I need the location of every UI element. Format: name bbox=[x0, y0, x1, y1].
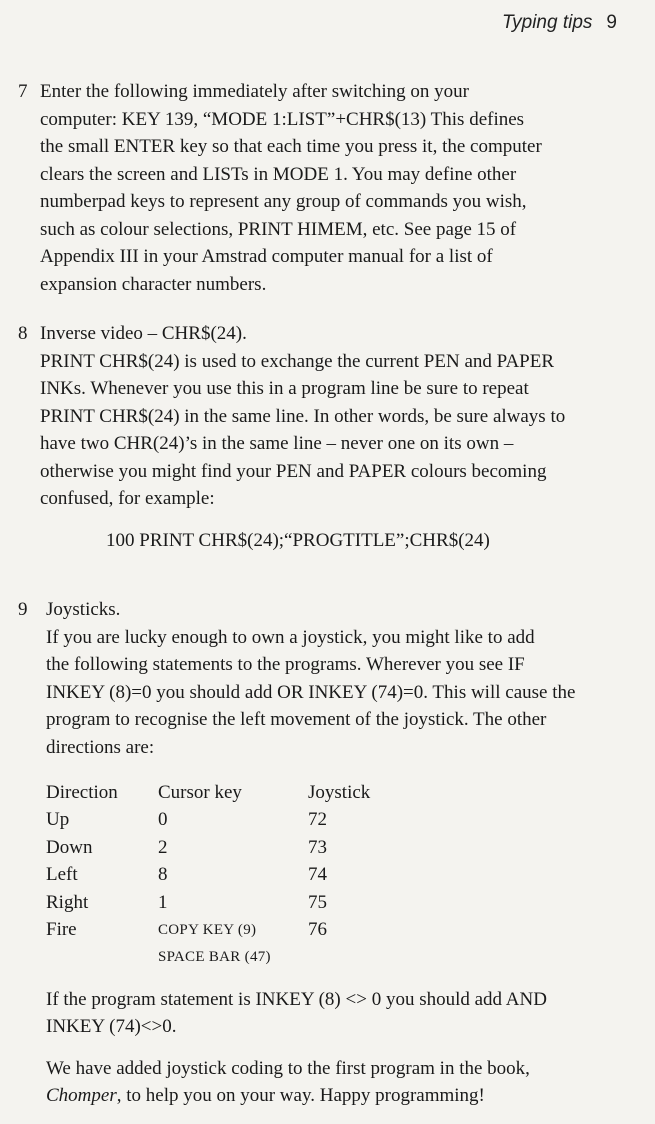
tip-9-line: directions are: bbox=[46, 736, 155, 758]
tip-7-line: such as colour selections, PRINT HIMEM, etc. See page 15 of bbox=[40, 218, 517, 240]
table-row bbox=[46, 807, 428, 835]
table-row bbox=[46, 834, 428, 862]
tip-7-line: expansion character numbers. bbox=[40, 273, 267, 295]
tip-8-code-example: 100 PRINT CHR$(24);“PROGTITLE”;CHR$(24) bbox=[106, 529, 490, 551]
tip-7 bbox=[18, 78, 618, 298]
table-header-cell: Direction bbox=[46, 781, 118, 803]
tip-8 bbox=[18, 320, 618, 554]
tip-9-heading: Joysticks. bbox=[46, 599, 121, 620]
table-cell: Left bbox=[46, 864, 78, 886]
tip-8-body bbox=[40, 320, 618, 554]
tip-9-line: INKEY (8)=0 you should add OR INKEY (74)=0. This will cause the bbox=[46, 681, 576, 703]
program-title: Chomper bbox=[46, 1085, 117, 1106]
joystick-direction-table bbox=[46, 779, 428, 972]
tip-9-closing-line-2 bbox=[46, 1082, 618, 1110]
tip-9-closing-line: We have added joystick coding to the first program in the book, bbox=[46, 1057, 530, 1079]
table-cell: Down bbox=[46, 836, 93, 858]
tip-8-number: 8 bbox=[18, 323, 28, 344]
tip-9-number: 9 bbox=[18, 599, 28, 620]
table-cell: Right bbox=[46, 891, 89, 913]
tip-8-line: confused, for example: bbox=[40, 488, 215, 509]
closing-suffix: , to help you on your way. Happy programming! bbox=[116, 1085, 485, 1106]
table-row bbox=[46, 889, 428, 917]
table-cell: SPACE BAR (47) bbox=[158, 949, 271, 966]
section-title: Typing tips bbox=[501, 12, 593, 33]
table-row bbox=[46, 917, 428, 945]
table-row bbox=[46, 862, 428, 890]
tip-8-heading: Inverse video – CHR$(24). bbox=[40, 323, 247, 344]
table-cell: 76 bbox=[308, 919, 327, 941]
tip-7-body bbox=[40, 78, 618, 298]
table-cell: 75 bbox=[308, 891, 327, 913]
tip-8-line: INKs. Whenever you use this in a program line be sure to repeat bbox=[40, 378, 529, 399]
tip-7-line: computer: KEY 139, “MODE 1:LIST”+CHR$(13) This defines bbox=[40, 108, 525, 130]
table-cell: COPY KEY (9) bbox=[158, 921, 257, 938]
tip-9 bbox=[18, 596, 618, 1110]
tip-9-line: INKEY (74)<>0. bbox=[46, 1016, 177, 1037]
table-cell: 73 bbox=[308, 836, 327, 858]
tip-7-line: numberpad keys to represent any group of commands you wish, bbox=[40, 191, 527, 212]
tip-7-line: Enter the following immediately after switching on your bbox=[40, 81, 469, 102]
page-header bbox=[502, 12, 617, 34]
tip-9-line: the following statements to the programs. Wherever you see IF bbox=[46, 654, 525, 675]
table-cell: 72 bbox=[308, 809, 327, 831]
tip-8-line: otherwise you might find your PEN and PAPER colours becoming bbox=[40, 460, 547, 482]
table-cell: Fire bbox=[46, 919, 77, 941]
tip-7-line: Appendix III in your Amstrad computer manual for a list of bbox=[40, 246, 493, 267]
tip-9-line: program to recognise the left movement of the joystick. The other bbox=[46, 709, 547, 730]
table-row bbox=[46, 944, 428, 972]
tip-9-line: If you are lucky enough to own a joystick, you might like to add bbox=[46, 626, 535, 648]
tip-9-line: If the program statement is INKEY (8) <> 0 you should add AND bbox=[46, 988, 547, 1010]
table-cell: 74 bbox=[308, 864, 327, 886]
table-header-row bbox=[46, 779, 428, 807]
table-cell: 8 bbox=[158, 864, 168, 886]
tip-7-line: the small ENTER key so that each time you press it, the computer bbox=[40, 136, 542, 157]
tip-7-number: 7 bbox=[18, 81, 28, 102]
table-cell: 1 bbox=[158, 891, 168, 913]
tip-8-line: PRINT CHR$(24) in the same line. In other words, be sure always to bbox=[40, 405, 566, 427]
table-header-cell: Cursor key bbox=[158, 781, 242, 803]
tip-7-line: clears the screen and LISTs in MODE 1. You may define other bbox=[40, 163, 517, 185]
tip-9-body bbox=[46, 596, 618, 1110]
tip-8-line: PRINT CHR$(24) is used to exchange the current PEN and PAPER bbox=[40, 350, 555, 372]
tip-8-line: have two CHR(24)’s in the same line – never one on its own – bbox=[40, 433, 514, 454]
table-cell: 0 bbox=[158, 809, 168, 831]
table-cell: Up bbox=[46, 809, 70, 831]
table-cell bbox=[308, 944, 428, 972]
table-header-cell: Joystick bbox=[308, 781, 371, 803]
page-number: 9 bbox=[606, 12, 617, 33]
table-cell bbox=[46, 944, 158, 972]
table-cell: 2 bbox=[158, 836, 168, 858]
